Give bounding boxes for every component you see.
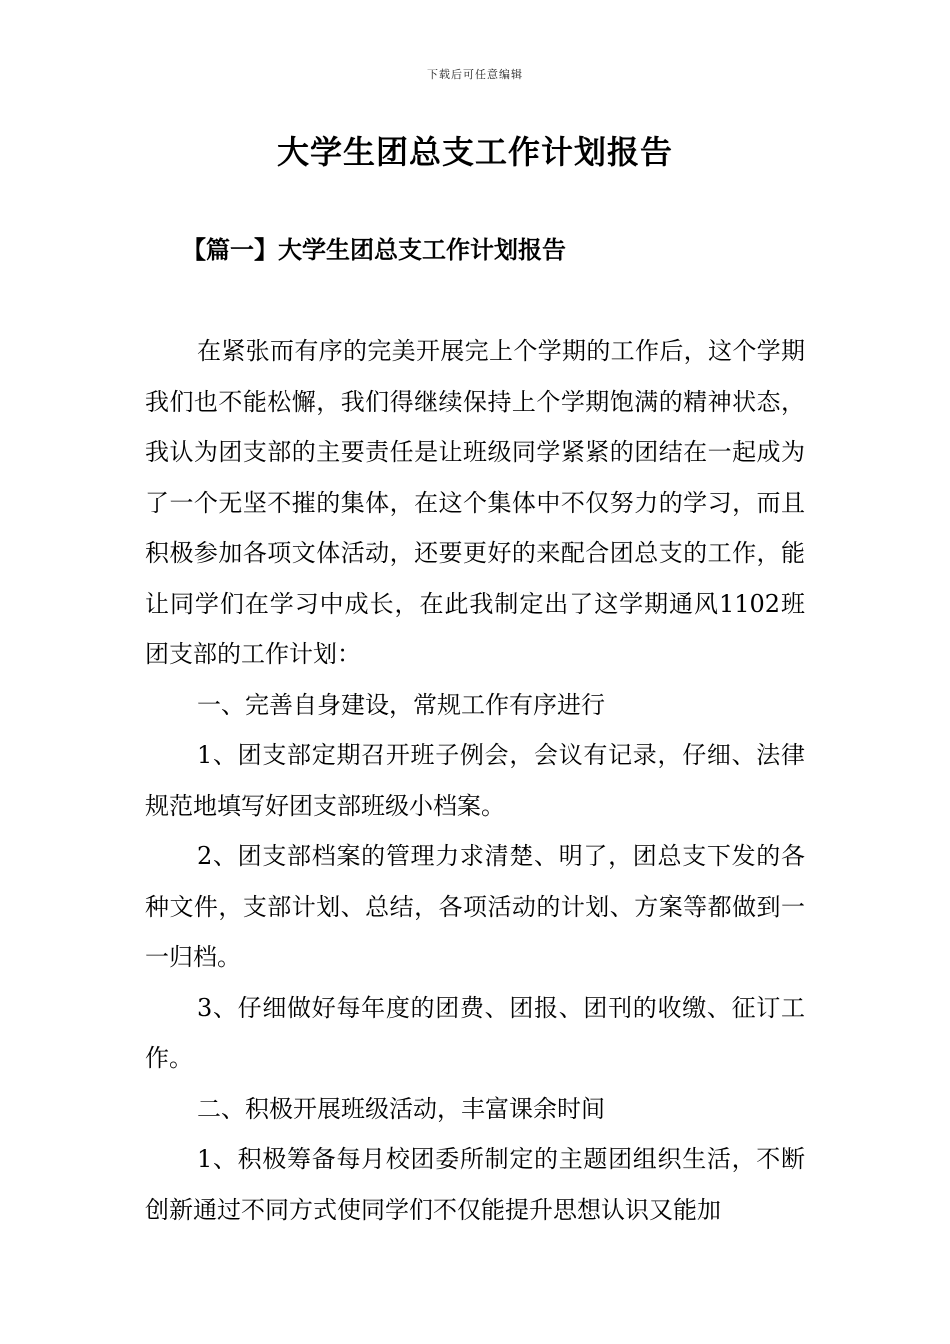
page-header-note: 下载后可任意编辑 [427,68,523,81]
subheading: 二、积极开展班级活动，丰富课余时间 [197,1094,605,1123]
paragraph: 在紧张而有序的完美开展完上个学期的工作后，这个学期我们也不能松懈，我们得继续保持上个学期饱满的精神状态，我认为团支部的主要责任是让班级同学紧紧的团结在一起成为了一个无坚不摧的集体，在这个集体中不仅努力的学习，而且积极参加各项文体活动，还要更好的来配合团总支的工作，能让同学们在学习中成长，在此我制定出了这学期通风1102班团支部的工作计划： [145,337,805,668]
paragraph: 2、团支部档案的管理力求清楚、明了，团总支下发的各种文件，支部计划、总结，各项活动的计划、方案等都做到一一归档。 [145,842,805,971]
paragraph: 1、团支部定期召开班子例会，会议有记录，仔细、法律规范地填写好团支部班级小档案。 [145,741,805,820]
paragraph: 1、积极筹备每月校团委所制定的主题团组织生活，不断创新通过不同方式使同学们不仅能提升思想认识又能加 [145,1145,805,1224]
subheading: 一、完善自身建设，常规工作有序进行 [197,690,605,719]
document-title: 大学生团总支工作计划报告 [276,133,673,171]
section-heading: 【篇一】大学生团总支工作计划报告 [182,235,566,264]
document-body [145,326,805,1235]
paragraph: 3、仔细做好每年度的团费、团报、团刊的收缴、征订工作。 [145,993,805,1072]
